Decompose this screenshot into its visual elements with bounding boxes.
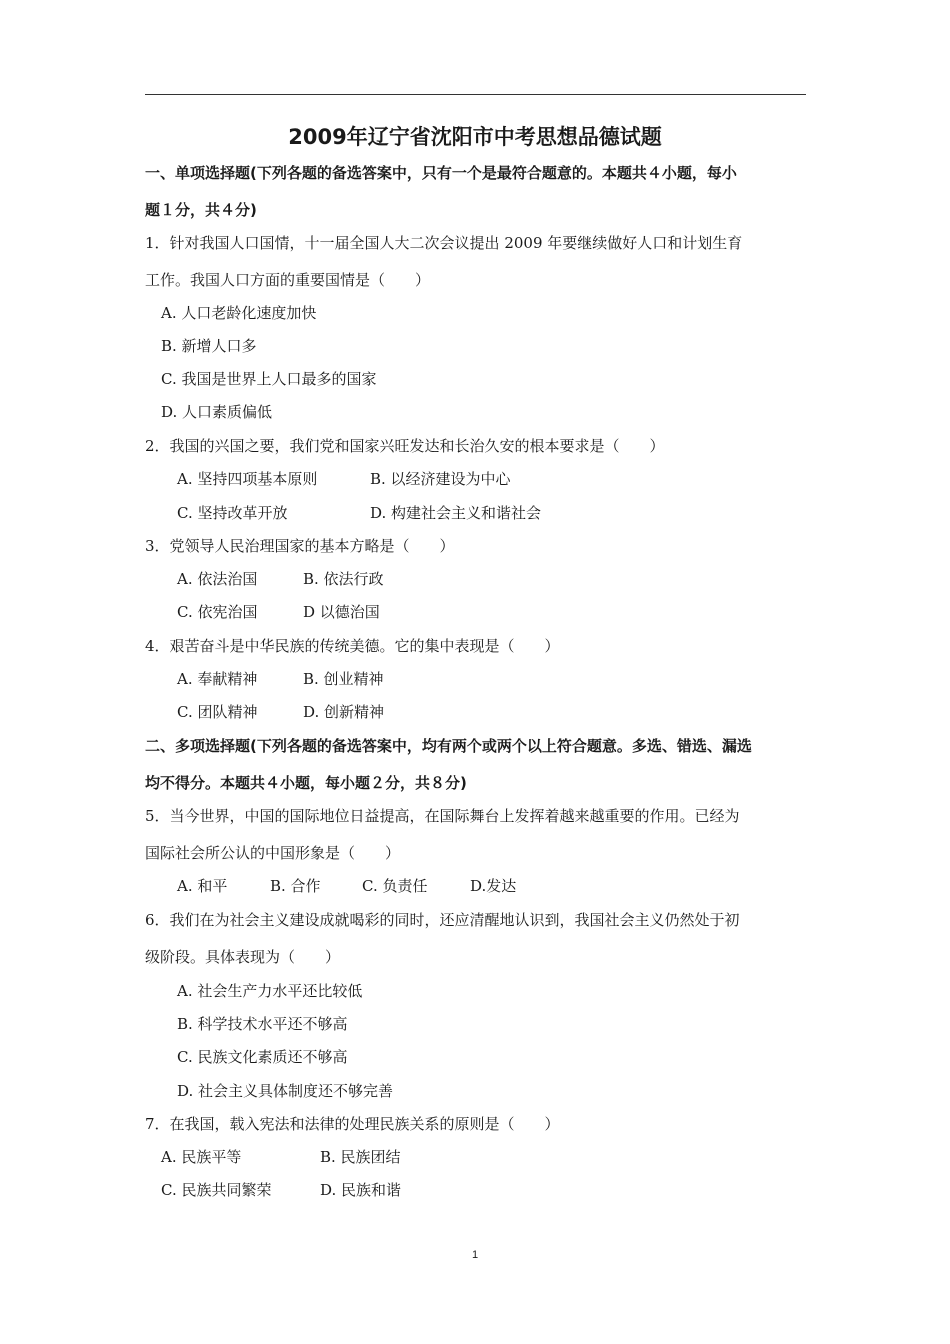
q6-stem-line2: 级阶段。具体表现为（ ） [145,948,341,966]
q1-option-d: D. 人口素质偏低 [161,403,273,421]
q1-option-a: A. 人口老龄化速度加快 [161,304,317,322]
section2-heading-line2: 均不得分。本题共４小题，每小题２分，共８分) [145,774,467,792]
q7-option-c: C. 民族共同繁荣 [161,1181,272,1199]
q2-option-d: D. 构建社会主义和谐社会 [370,504,542,522]
q5-option-d: D.发达 [470,877,517,895]
q1-option-b: B. 新增人口多 [161,337,257,355]
q3-option-c: C. 依宪治国 [177,603,258,621]
page-title: 2009年辽宁省沈阳市中考思想品德试题 [288,125,662,149]
q2-option-b: B. 以经济建设为中心 [370,470,511,488]
q7-option-a: A. 民族平等 [161,1148,242,1166]
q7-option-b: B. 民族团结 [320,1148,401,1166]
q5-stem-line2: 国际社会所公认的中国形象是（ ） [145,844,401,862]
page-number: 1 [471,1249,479,1261]
q1-option-c: C. 我国是世界上人口最多的国家 [161,370,377,388]
q6-stem-line1: 6．我们在为社会主义建设成就喝彩的同时，还应清醒地认识到，我国社会主义仍然处于初 [145,911,740,929]
q4-option-b: B. 创业精神 [303,670,384,688]
section2-heading-line1: 二、多项选择题(下列各题的备选答案中，均有两个或两个以上符合题意。多选、错选、漏选 [145,737,752,755]
q6-option-c: C. 民族文化素质还不够高 [177,1048,348,1066]
q6-option-a: A. 社会生产力水平还比较低 [177,982,363,1000]
q2-stem: 2．我国的兴国之要，我们党和国家兴旺发达和长治久安的根本要求是（ ） [145,437,665,455]
q4-stem: 4．艰苦奋斗是中华民族的传统美德。它的集中表现是（ ） [145,637,560,655]
q6-option-d: D. 社会主义具体制度还不够完善 [177,1082,394,1100]
q3-option-d: D 以德治国 [303,603,380,621]
q2-option-a: A. 坚持四项基本原则 [177,470,318,488]
q5-stem-line1: 5．当今世界，中国的国际地位日益提高，在国际舞台上发挥着越来越重要的作用。已经为 [145,807,740,825]
section1-heading-line2: 题１分，共４分) [145,201,257,219]
q7-stem: 7．在我国，载入宪法和法律的处理民族关系的原则是（ ） [145,1115,560,1133]
q4-option-d: D. 创新精神 [303,703,385,721]
q2-option-c: C. 坚持改革开放 [177,504,288,522]
q3-stem: 3．党领导人民治理国家的基本方略是（ ） [145,537,455,555]
header-rule [145,94,806,95]
q6-option-b: B. 科学技术水平还不够高 [177,1015,348,1033]
q1-stem-line2: 工作。我国人口方面的重要国情是（ ） [145,271,431,289]
q3-option-a: A. 依法治国 [177,570,258,588]
q1-stem-line1: 1．针对我国人口国情，十一届全国人大二次会议提出 2009 年要继续做好人口和计划生育 [145,234,743,252]
q3-option-b: B. 依法行政 [303,570,384,588]
q4-option-a: A. 奉献精神 [177,670,258,688]
q7-option-d: D. 民族和谐 [320,1181,402,1199]
section1-heading-line1: 一、单项选择题(下列各题的备选答案中，只有一个是最符合题意的。本题共４小题，每小 [145,164,737,182]
q4-option-c: C. 团队精神 [177,703,258,721]
q5-option-c: C. 负责任 [362,877,428,895]
q5-option-b: B. 合作 [270,877,321,895]
q5-option-a: A. 和平 [177,877,228,895]
